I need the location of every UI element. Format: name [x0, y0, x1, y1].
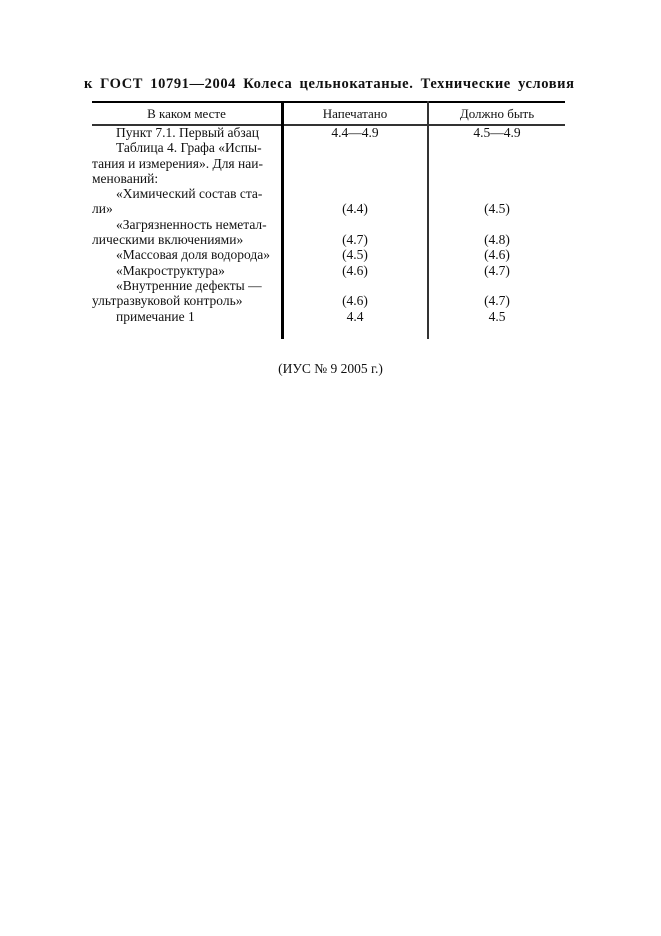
cell-should-be: (4.6)	[484, 247, 510, 263]
cell-where-line: «Внутренние дефекты —	[116, 277, 262, 293]
table-body	[92, 125, 565, 324]
document-title: к ГОСТ 10791—2004 Колеса цельнокатаные. Технические условия	[84, 76, 575, 92]
cell-where-line: лическими включениями»	[92, 232, 244, 248]
table-row	[92, 247, 565, 262]
cell-where: примечание 1	[116, 308, 195, 324]
cell-where-line: тания и измерения». Для наи-	[92, 155, 263, 171]
cell-where-line: менований:	[92, 170, 159, 186]
cell-printed: (4.6)	[342, 262, 368, 278]
header-where: В каком месте	[147, 106, 226, 121]
table-row	[92, 140, 565, 186]
cell-where: «Макроструктура»	[116, 262, 225, 278]
table-row	[92, 217, 565, 248]
cell-where-line: «Химический состав ста-	[116, 186, 263, 202]
table-row	[92, 125, 565, 140]
table-row	[92, 309, 565, 324]
header-printed: Напечатано	[322, 106, 388, 121]
header-should-be: Должно быть	[459, 106, 535, 121]
cell-where: Пункт 7.1. Первый абзац	[116, 125, 259, 140]
cell-should-be: (4.5)	[484, 201, 510, 217]
cell-printed: (4.6)	[342, 293, 368, 309]
source-note: (ИУС № 9 2005 г.)	[278, 361, 383, 376]
table-row	[92, 278, 565, 309]
cell-where: «Массовая доля водорода»	[116, 247, 270, 263]
cell-printed: (4.4)	[342, 201, 368, 217]
cell-where-line: «Загрязненность неметал-	[116, 216, 267, 232]
cell-should-be: 4.5—4.9	[473, 125, 521, 140]
table-top-border	[92, 101, 565, 103]
cell-where-line: ли»	[92, 201, 113, 217]
cell-should-be: 4.5	[488, 308, 506, 324]
cell-where-line: ультразвуковой контроль»	[92, 293, 243, 309]
table-row	[92, 263, 565, 278]
cell-should-be: (4.7)	[484, 293, 510, 309]
cell-printed: (4.5)	[342, 247, 368, 263]
cell-where-line: Таблица 4. Графа «Испы-	[116, 140, 262, 156]
cell-printed: 4.4—4.9	[331, 125, 379, 140]
table-row	[92, 186, 565, 217]
cell-printed: 4.4	[346, 308, 364, 324]
cell-should-be: (4.7)	[484, 262, 510, 278]
cell-should-be: (4.8)	[484, 232, 510, 248]
cell-printed: (4.7)	[342, 232, 368, 248]
